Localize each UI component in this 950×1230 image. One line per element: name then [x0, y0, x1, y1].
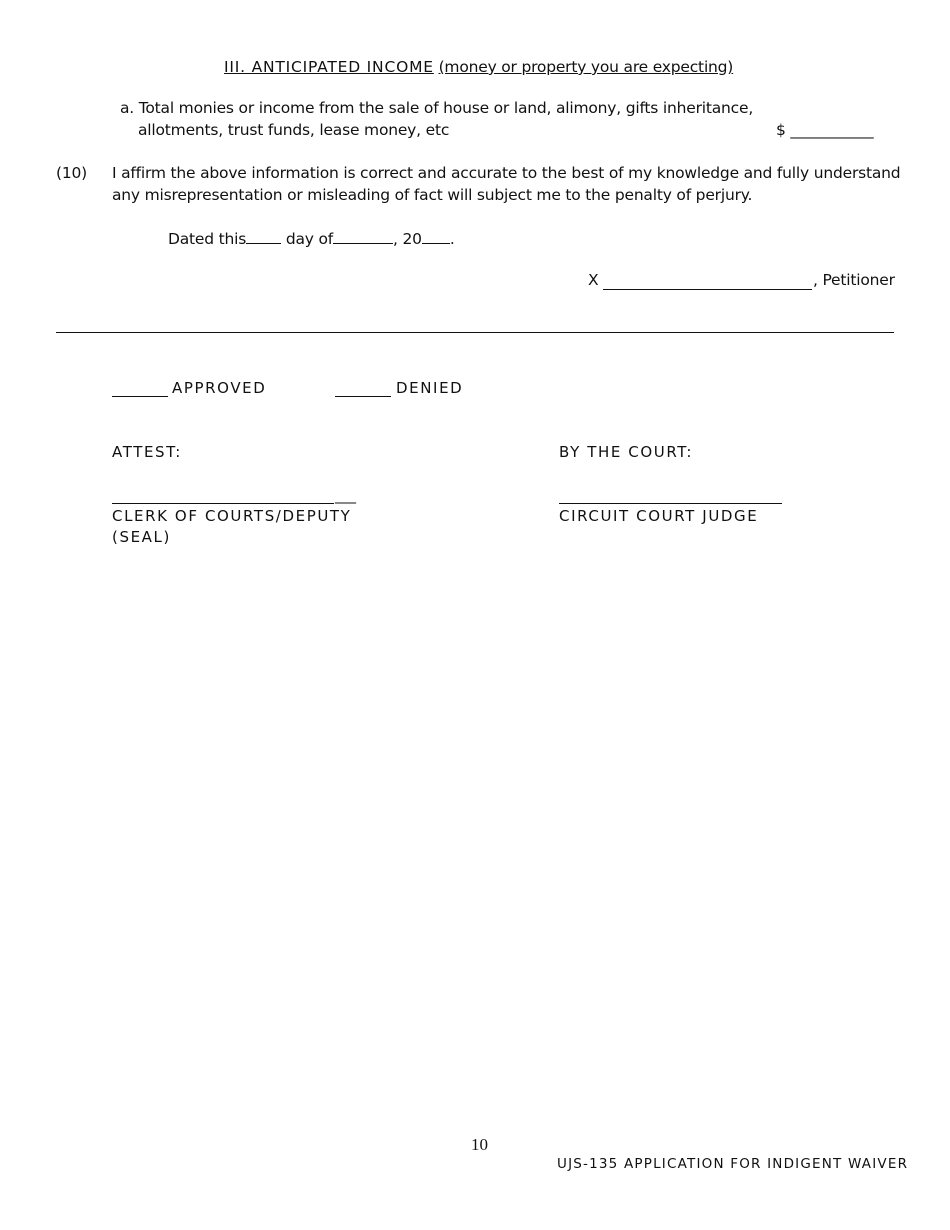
section-heading-title: III. ANTICIPATED INCOME	[224, 58, 434, 76]
section-heading	[224, 58, 733, 76]
by-the-court-label: BY THE COURT:	[559, 443, 694, 461]
petitioner-signature-line[interactable]	[603, 289, 812, 290]
item-a-amount-field[interactable]: $ ___________	[776, 121, 874, 139]
day-blank[interactable]	[246, 229, 281, 244]
denied-blank[interactable]	[335, 396, 391, 397]
petitioner-x-mark: X	[588, 271, 599, 289]
dated-prefix: Dated this	[168, 230, 247, 248]
seal-label: (SEAL)	[112, 528, 171, 546]
item-a-line2: allotments, trust funds, lease money, etc	[138, 121, 450, 139]
attest-label: ATTEST:	[112, 443, 182, 461]
section-heading-note: (money or property you are expecting)	[438, 58, 734, 76]
section-divider	[56, 332, 894, 333]
approved-blank[interactable]	[112, 396, 168, 397]
dated-day-of: day of	[285, 230, 334, 248]
item-a-line1: a. Total monies or income from the sale of house or land, alimony, gifts inheritance,	[120, 99, 754, 117]
clerk-line-tail: ___	[335, 488, 356, 504]
affirmation-line2: any misrepresentation or misleading of fact will subject me to the penalty of perjury.	[112, 186, 753, 204]
page-number: 10	[471, 1135, 488, 1154]
judge-label: CIRCUIT COURT JUDGE	[559, 507, 759, 525]
approved-label: APPROVED	[172, 379, 267, 397]
clerk-label: CLERK OF COURTS/DEPUTY	[112, 507, 352, 525]
petitioner-label: , Petitioner	[813, 271, 895, 289]
dated-year-prefix: , 20	[393, 230, 422, 248]
month-blank[interactable]	[333, 229, 393, 244]
judge-signature-line[interactable]	[559, 503, 782, 504]
affirmation-line1: I affirm the above information is correct and accurate to the best of my knowledge and fully understand	[112, 164, 901, 182]
dated-end: .	[449, 230, 455, 248]
clerk-signature-line[interactable]	[112, 503, 334, 504]
denied-label: DENIED	[396, 379, 464, 397]
affirmation-number: (10)	[56, 164, 88, 182]
form-id: UJS-135 APPLICATION FOR INDIGENT WAIVER	[557, 1156, 909, 1172]
year-blank[interactable]	[422, 229, 450, 244]
dated-line	[168, 229, 455, 248]
